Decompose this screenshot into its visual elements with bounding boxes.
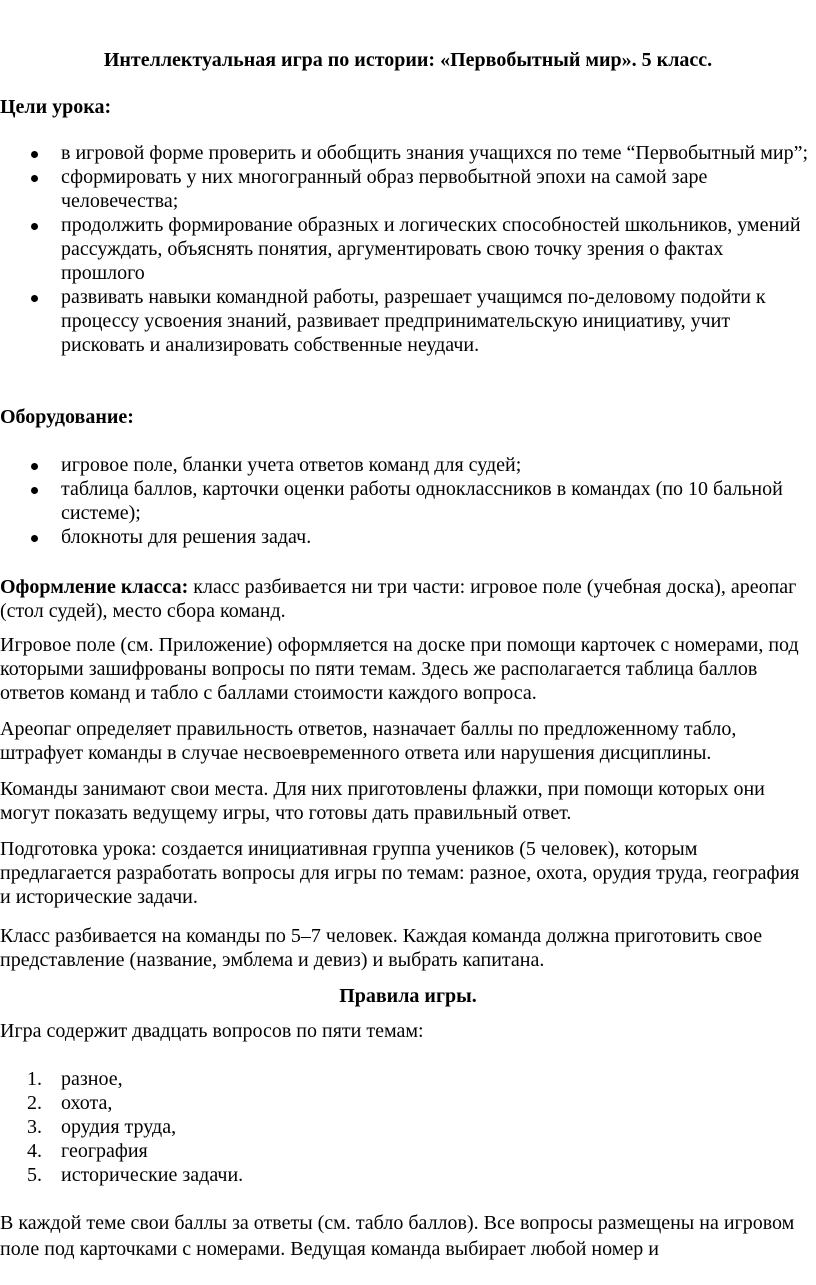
list-item: игровое поле, бланки учета ответов команд для судей;	[0, 453, 816, 477]
bullet-icon	[31, 295, 38, 302]
paragraph-teams: Команды занимают свои места. Для них приготовлены флажки, при помощи которых они могут показать ведущему игры, что готовы дать правильный ответ.	[0, 778, 765, 824]
bullet-icon	[31, 223, 38, 230]
goals-heading: Цели урока:	[0, 96, 112, 118]
classroom-paragraph	[0, 575, 812, 623]
goals-list	[0, 141, 816, 357]
bullet-icon	[31, 535, 38, 542]
list-item: в игровой форме проверить и обобщить знания учащихся по теме “Первобытный мир”;	[0, 141, 816, 165]
list-item: таблица баллов, карточки оценки работы одноклассников в командах (по 10 бальной системе);	[0, 477, 816, 525]
classroom-lead: Оформление класса:	[0, 576, 189, 598]
list-item: 4. география	[27, 1140, 148, 1162]
paragraph-field: Игровое поле (см. Приложение) оформляется на доске при помощи карточек с номерами, под которыми зашифрованы вопросы по пяти темам. Здесь же располагается таблица баллов ответов команд и табло с баллами стоимости каждого вопроса.	[0, 634, 799, 704]
list-item: 2. охота,	[27, 1092, 113, 1114]
list-item: блокноты для решения задач.	[0, 525, 816, 549]
paragraph-preparation: Подготовка урока: создается инициативная группа учеников (5 человек), которым предлагается разработать вопросы для игры по темам: разное, охота, орудия труда, география и исторические задачи.	[0, 838, 800, 908]
list-item: продолжить формирование образных и логических способностей школьников, умений рассуждать, объяснять понятия, аргументировать свою точку зрения о фактах прошлого	[0, 213, 816, 285]
list-item: развивать навыки командной работы, разрешает учащимся по-деловому подойти к процессу усвоения знаний, развивает предпринимательскую инициативу, учит рисковать и анализировать собственные неудачи.	[0, 285, 816, 357]
paragraph-class-split: Класс разбивается на команды по 5–7 человек. Каждая команда должна приготовить свое представление (название, эмблема и девиз) и выбрать капитана.	[0, 925, 763, 971]
list-item: 5. исторические задачи.	[27, 1164, 244, 1186]
rules-heading: Правила игры.	[339, 985, 477, 1007]
document-title: Интеллектуальная игра по истории: «Первобытный мир». 5 класс.	[103, 49, 713, 71]
rules-closing: В каждой теме свои баллы за ответы (см. табло баллов). Все вопросы размещены на игровом поле под карточками с номерами. Ведущая команда выбирает любой номер и	[0, 1212, 795, 1260]
paragraph-areopag: Ареопаг определяет правильность ответов, назначает баллы по предложенному табло, штрафует команды в случае несвоевременного ответа или нарушения дисциплины.	[0, 718, 737, 764]
equipment-list	[0, 453, 816, 549]
bullet-icon	[31, 463, 38, 470]
list-item: сформировать у них многогранный образ первобытной эпохи на самой заре человечества;	[0, 165, 816, 213]
list-item: 1. разное,	[27, 1068, 123, 1090]
list-item: 3. орудия труда,	[27, 1116, 177, 1138]
bullet-icon	[31, 487, 38, 494]
rules-intro: Игра содержит двадцать вопросов по пяти темам:	[0, 1020, 424, 1042]
bullet-icon	[31, 175, 38, 182]
equipment-heading: Оборудование:	[0, 406, 134, 428]
topics-list	[0, 1067, 816, 1187]
bullet-icon	[31, 151, 38, 158]
classroom-text: класс разбивается ни три части: игровое поле (учебная доска), ареопаг (стол судей), место сбора команд.	[0, 576, 797, 622]
